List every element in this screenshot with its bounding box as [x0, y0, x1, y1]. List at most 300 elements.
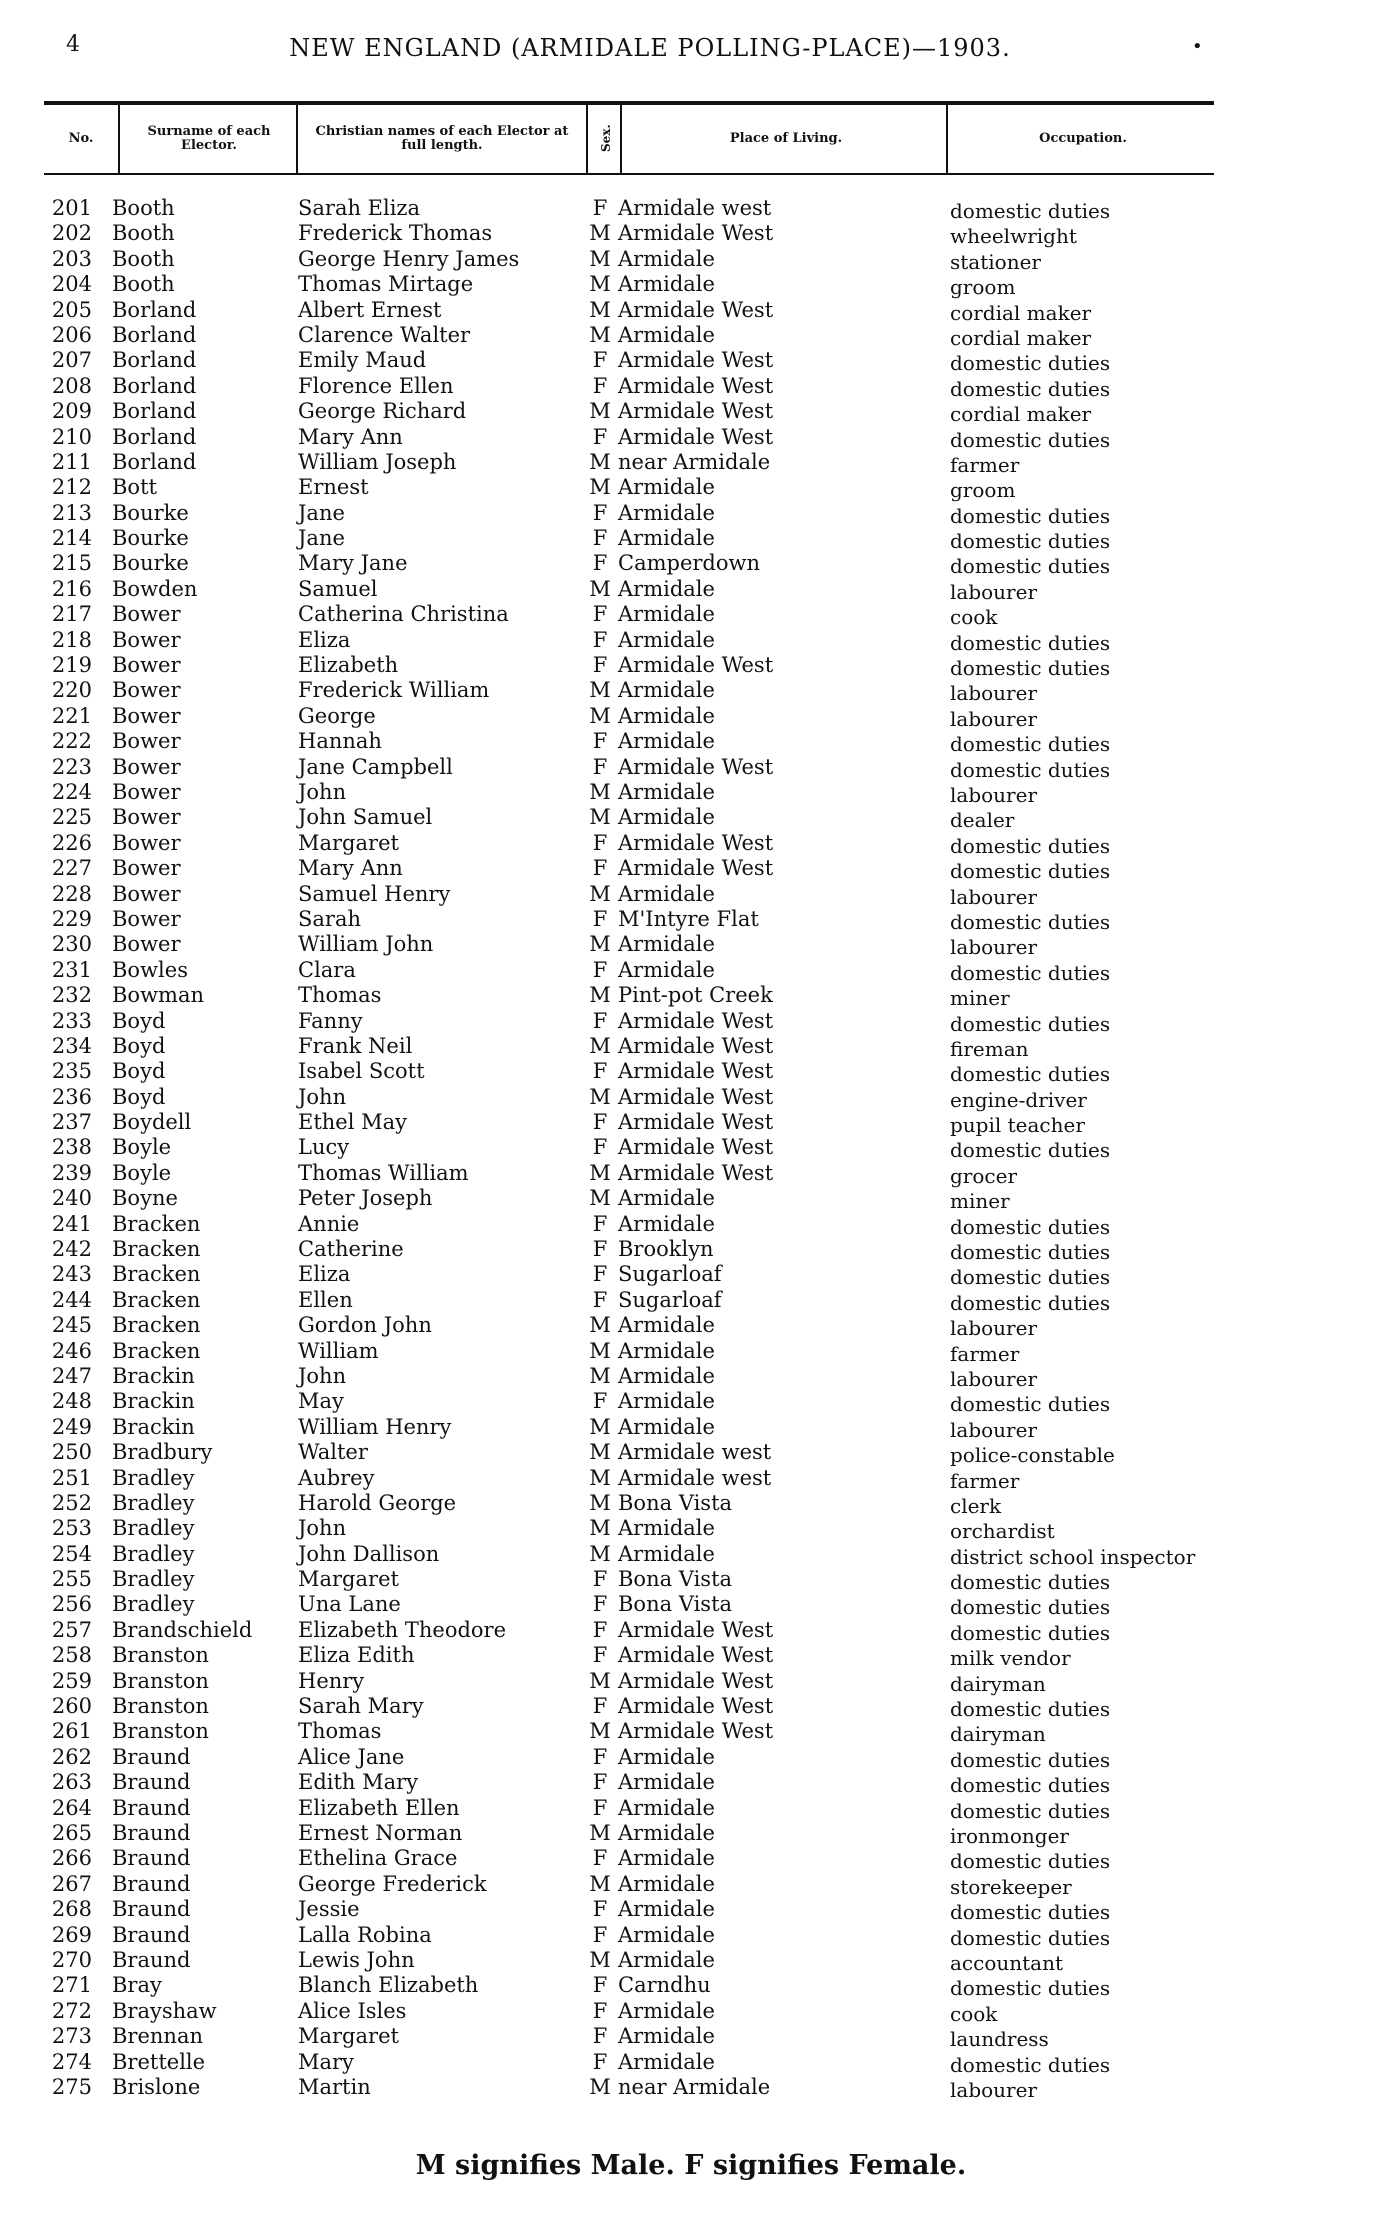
- elector-place-of-living: Armidale: [618, 602, 715, 627]
- elector-surname: Bower: [112, 703, 181, 728]
- elector-occupation: pupil teacher: [950, 1113, 1085, 1138]
- elector-sex: M: [589, 1821, 611, 1845]
- elector-surname: Bradley: [112, 1516, 195, 1541]
- elector-place-of-living: Bona Vista: [618, 1592, 733, 1617]
- elector-christian-names: Elizabeth Theodore: [298, 1617, 507, 1642]
- elector-christian-names: Una Lane: [298, 1592, 401, 1617]
- elector-number: 262: [51, 1744, 92, 1769]
- table-row: [0, 475, 1382, 503]
- elector-place-of-living: Armidale: [618, 1541, 715, 1566]
- elector-sex: F: [592, 1389, 608, 1414]
- elector-christian-names: Catherine: [298, 1237, 404, 1262]
- elector-number: 231: [51, 957, 92, 982]
- elector-occupation: domestic duties: [950, 1062, 1111, 1087]
- elector-number: 202: [51, 221, 92, 246]
- elector-occupation: domestic duties: [950, 1290, 1111, 1315]
- elector-number: 250: [51, 1440, 92, 1465]
- table-row: [0, 551, 1382, 579]
- elector-sex: F: [592, 1262, 608, 1287]
- table-row: [0, 1440, 1382, 1468]
- elector-number: 211: [51, 449, 92, 474]
- elector-number: 223: [51, 754, 92, 779]
- elector-occupation: domestic duties: [950, 909, 1111, 934]
- elector-occupation: cordial maker: [950, 300, 1092, 325]
- elector-occupation: engine-driver: [950, 1087, 1087, 1112]
- elector-occupation: dealer: [950, 808, 1015, 833]
- elector-occupation: fireman: [950, 1036, 1029, 1061]
- table-row: [0, 1135, 1382, 1163]
- elector-number: 207: [51, 348, 92, 373]
- elector-number: 264: [51, 1795, 92, 1820]
- table-row: [0, 1262, 1382, 1290]
- elector-sex: M: [589, 1465, 611, 1490]
- elector-surname: Bower: [112, 830, 181, 855]
- elector-number: 209: [51, 399, 92, 424]
- table-row: [0, 805, 1382, 833]
- elector-sex: F: [592, 1059, 608, 1084]
- elector-sex: M: [589, 678, 611, 703]
- elector-surname: Bracken: [112, 1211, 201, 1236]
- elector-number: 273: [51, 2024, 92, 2049]
- elector-occupation: domestic duties: [950, 529, 1111, 554]
- elector-surname: Bradley: [112, 1592, 195, 1617]
- elector-sex: F: [592, 196, 608, 220]
- elector-occupation: domestic duties: [950, 376, 1111, 401]
- elector-number: 205: [51, 297, 92, 322]
- elector-occupation: dairyman: [950, 1722, 1046, 1747]
- elector-number: 245: [51, 1313, 92, 1338]
- elector-number: 237: [51, 1110, 92, 1135]
- elector-sex: M: [589, 449, 611, 474]
- elector-sex: M: [589, 297, 611, 322]
- elector-sex: M: [589, 881, 611, 906]
- elector-place-of-living: Armidale West: [618, 754, 774, 779]
- table-row: [0, 1491, 1382, 1516]
- elector-occupation: cook: [950, 2001, 998, 2026]
- elector-place-of-living: Armidale: [618, 779, 715, 804]
- elector-place-of-living: Armidale: [618, 805, 715, 830]
- elector-sex: M: [589, 1186, 611, 1211]
- elector-christian-names: John: [298, 1363, 347, 1388]
- elector-sex: M: [589, 1160, 611, 1185]
- elector-occupation: cordial maker: [950, 325, 1092, 350]
- elector-place-of-living: Armidale West: [618, 221, 774, 246]
- table-row: [0, 1313, 1382, 1341]
- elector-occupation: farmer: [950, 452, 1020, 477]
- elector-number: 247: [51, 1363, 92, 1388]
- elector-christian-names: Henry: [298, 1668, 365, 1693]
- elector-christian-names: Aubrey: [298, 1465, 375, 1490]
- elector-number: 218: [51, 627, 92, 652]
- elector-sex: F: [592, 1643, 608, 1668]
- elector-sex: F: [592, 1973, 608, 1998]
- table-row: [0, 2024, 1382, 2052]
- elector-place-of-living: Armidale West: [618, 1668, 774, 1693]
- elector-number: 259: [51, 1668, 92, 1693]
- table-row: [0, 374, 1382, 399]
- elector-number: 248: [51, 1389, 92, 1414]
- elector-occupation: wheelwright: [950, 224, 1077, 249]
- elector-place-of-living: Armidale: [618, 1363, 715, 1388]
- elector-number: 254: [51, 1541, 92, 1566]
- table-row: [0, 348, 1382, 376]
- elector-place-of-living: Armidale: [618, 678, 715, 703]
- elector-place-of-living: Armidale: [618, 500, 715, 525]
- elector-place-of-living: Armidale West: [618, 1160, 774, 1185]
- elector-sex: F: [592, 1846, 608, 1871]
- elector-place-of-living: Armidale: [618, 1770, 715, 1795]
- elector-place-of-living: Pint-pot Creek: [618, 983, 773, 1008]
- elector-sex: M: [589, 576, 611, 601]
- elector-christian-names: Thomas William: [298, 1160, 469, 1185]
- elector-number: 265: [51, 1821, 92, 1845]
- elector-number: 232: [51, 983, 92, 1008]
- elector-number: 233: [51, 1008, 92, 1033]
- elector-sex: F: [592, 1211, 608, 1236]
- elector-place-of-living: Armidale West: [618, 1694, 774, 1719]
- elector-sex: F: [592, 1287, 608, 1312]
- elector-christian-names: Thomas: [298, 983, 382, 1008]
- table-row: [0, 1516, 1382, 1544]
- elector-sex: M: [589, 1440, 611, 1465]
- elector-occupation: accountant: [950, 1950, 1064, 1975]
- elector-place-of-living: Armidale West: [618, 1059, 774, 1084]
- elector-place-of-living: near Armidale: [618, 449, 771, 474]
- elector-sex: F: [592, 526, 608, 551]
- elector-surname: Bracken: [112, 1338, 201, 1363]
- table-row: [0, 1059, 1382, 1087]
- table-row: [0, 1110, 1382, 1138]
- elector-occupation: domestic duties: [950, 427, 1111, 452]
- elector-occupation: domestic duties: [950, 732, 1111, 757]
- elector-place-of-living: Armidale: [618, 703, 715, 728]
- elector-sex: F: [592, 1008, 608, 1033]
- elector-number: 255: [51, 1567, 92, 1592]
- elector-christian-names: Frederick William: [298, 678, 490, 703]
- column-separator: [620, 104, 622, 174]
- elector-number: 260: [51, 1694, 92, 1719]
- elector-occupation: domestic duties: [950, 1138, 1111, 1163]
- elector-christian-names: Margaret: [298, 2024, 399, 2049]
- elector-sex: M: [589, 1363, 611, 1388]
- elector-sex: M: [589, 1947, 611, 1972]
- elector-sex: M: [589, 221, 611, 246]
- elector-place-of-living: Armidale: [618, 1211, 715, 1236]
- elector-surname: Brettelle: [112, 2049, 206, 2074]
- table-row: [0, 780, 1382, 805]
- elector-christian-names: Jane: [298, 526, 345, 551]
- table-row: [0, 1872, 1382, 1897]
- elector-place-of-living: Armidale: [618, 1744, 715, 1769]
- elector-number: 225: [51, 805, 92, 830]
- elector-surname: Booth: [112, 246, 175, 271]
- table-row: [0, 2050, 1382, 2075]
- elector-occupation: dairyman: [950, 1671, 1046, 1696]
- elector-christian-names: Eliza: [298, 1262, 351, 1287]
- elector-number: 224: [51, 779, 92, 804]
- elector-surname: Bower: [112, 653, 181, 678]
- table-row: [0, 221, 1382, 249]
- elector-surname: Bower: [112, 805, 181, 830]
- elector-number: 257: [51, 1617, 92, 1642]
- elector-place-of-living: Armidale West: [618, 1643, 774, 1668]
- elector-number: 201: [51, 196, 92, 220]
- elector-christian-names: Sarah: [298, 906, 361, 931]
- table-row: [0, 1237, 1382, 1265]
- elector-occupation: domestic duties: [950, 1697, 1111, 1722]
- elector-number: 243: [51, 1262, 92, 1287]
- elector-surname: Bradley: [112, 1490, 195, 1515]
- elector-number: 234: [51, 1033, 92, 1058]
- elector-christian-names: Frederick Thomas: [298, 221, 493, 246]
- table-row: [0, 856, 1382, 884]
- elector-place-of-living: Armidale: [618, 1998, 715, 2023]
- elector-occupation: domestic duties: [950, 757, 1111, 782]
- elector-surname: Bower: [112, 602, 181, 627]
- elector-occupation: domestic duties: [950, 656, 1111, 681]
- elector-surname: Braund: [112, 1947, 191, 1972]
- elector-christian-names: George Henry James: [298, 246, 520, 271]
- header-rule-top: [44, 101, 1214, 105]
- column-separator: [296, 104, 298, 174]
- elector-christian-names: Elizabeth Ellen: [298, 1795, 460, 1820]
- table-row: [0, 1745, 1382, 1770]
- elector-sex: M: [589, 2074, 611, 2099]
- elector-surname: Borland: [112, 399, 197, 424]
- elector-occupation: domestic duties: [950, 199, 1111, 223]
- table-row: [0, 755, 1382, 780]
- elector-christian-names: Ernest: [298, 475, 369, 500]
- elector-number: 230: [51, 932, 92, 957]
- table-row: [0, 1719, 1382, 1747]
- elector-sex: F: [592, 1897, 608, 1922]
- elector-surname: Bower: [112, 678, 181, 703]
- elector-place-of-living: Armidale: [618, 2024, 715, 2049]
- elector-place-of-living: near Armidale: [618, 2074, 771, 2099]
- elector-surname: Bower: [112, 906, 181, 931]
- elector-surname: Bowles: [112, 957, 188, 982]
- elector-number: 204: [51, 272, 92, 297]
- table-row: [0, 1999, 1382, 2024]
- elector-christian-names: Catherina Christina: [298, 602, 509, 627]
- elector-christian-names: John: [298, 779, 347, 804]
- table-row: [0, 1643, 1382, 1671]
- table-row: [0, 1415, 1382, 1440]
- table-row: [0, 1796, 1382, 1821]
- elector-christian-names: Margaret: [298, 1567, 399, 1592]
- elector-sex: F: [592, 1998, 608, 2023]
- elector-sex: F: [592, 2024, 608, 2049]
- elector-place-of-living: Armidale west: [618, 1440, 772, 1465]
- elector-surname: Brislone: [112, 2074, 201, 2099]
- elector-occupation: clerk: [950, 1493, 1002, 1518]
- elector-surname: Bowman: [112, 983, 205, 1008]
- elector-sex: F: [592, 602, 608, 627]
- elector-surname: Bradley: [112, 1541, 195, 1566]
- elector-occupation: domestic duties: [950, 1265, 1111, 1290]
- table-row: [0, 983, 1382, 1011]
- elector-christian-names: Margaret: [298, 830, 399, 855]
- elector-occupation: domestic duties: [950, 960, 1111, 985]
- table-row: [0, 1923, 1382, 1948]
- elector-surname: Boyne: [112, 1186, 178, 1211]
- elector-surname: Booth: [112, 272, 175, 297]
- table-row: [0, 323, 1382, 348]
- elector-christian-names: Ethel May: [298, 1110, 407, 1135]
- elector-christian-names: Jessie: [298, 1897, 360, 1922]
- elector-place-of-living: Bona Vista: [618, 1490, 733, 1515]
- elector-occupation: farmer: [950, 1341, 1020, 1366]
- elector-surname: Brackin: [112, 1389, 195, 1414]
- elector-christian-names: Lalla Robina: [298, 1922, 432, 1947]
- elector-surname: Braund: [112, 1795, 191, 1820]
- elector-sex: F: [592, 500, 608, 525]
- elector-occupation: domestic duties: [950, 1925, 1111, 1950]
- elector-number: 235: [51, 1059, 92, 1084]
- elector-number: 256: [51, 1592, 92, 1617]
- elector-number: 212: [51, 475, 92, 500]
- column-separator: [946, 104, 948, 174]
- elector-christian-names: Mary: [298, 2049, 354, 2074]
- table-row: [0, 1186, 1382, 1214]
- elector-place-of-living: Armidale: [618, 1186, 715, 1211]
- elector-surname: Bourke: [112, 551, 189, 576]
- table-row: [0, 1618, 1382, 1643]
- elector-place-of-living: Armidale West: [618, 399, 774, 424]
- column-header-christian: Christian names of each Elector at full length.: [315, 124, 569, 153]
- table-row: [0, 678, 1382, 706]
- elector-number: 215: [51, 551, 92, 576]
- elector-occupation: milk vendor: [950, 1646, 1071, 1671]
- elector-rows: [0, 196, 1382, 2100]
- elector-surname: Bourke: [112, 526, 189, 551]
- elector-occupation: domestic duties: [950, 859, 1111, 884]
- table-row: [0, 1034, 1382, 1059]
- elector-christian-names: Eliza Edith: [298, 1643, 415, 1668]
- elector-surname: Bower: [112, 627, 181, 652]
- elector-sex: F: [592, 1135, 608, 1160]
- elector-number: 210: [51, 424, 92, 449]
- elector-christian-names: John Samuel: [298, 805, 433, 830]
- elector-occupation: domestic duties: [950, 1392, 1111, 1417]
- elector-christian-names: Elizabeth: [298, 653, 399, 678]
- elector-occupation: domestic duties: [950, 503, 1111, 528]
- elector-place-of-living: Armidale West: [618, 653, 774, 678]
- elector-sex: F: [592, 830, 608, 855]
- table-row: [0, 907, 1382, 932]
- table-row: [0, 526, 1382, 554]
- elector-surname: Bourke: [112, 500, 189, 525]
- elector-surname: Braund: [112, 1744, 191, 1769]
- elector-occupation: domestic duties: [950, 1900, 1111, 1925]
- elector-number: 258: [51, 1643, 92, 1668]
- table-row: [0, 1846, 1382, 1874]
- elector-occupation: police-constable: [950, 1443, 1115, 1468]
- elector-surname: Brennan: [112, 2024, 203, 2049]
- table-row: [0, 1085, 1382, 1110]
- elector-number: 239: [51, 1160, 92, 1185]
- elector-christian-names: Thomas Mirtage: [298, 272, 474, 297]
- elector-number: 208: [51, 373, 92, 398]
- elector-number: 266: [51, 1846, 92, 1871]
- elector-surname: Braund: [112, 1821, 191, 1845]
- elector-place-of-living: Armidale: [618, 576, 715, 601]
- elector-occupation: farmer: [950, 1468, 1020, 1493]
- elector-number: 214: [51, 526, 92, 551]
- elector-occupation: miner: [950, 986, 1010, 1011]
- elector-christian-names: William: [298, 1338, 379, 1363]
- elector-christian-names: Samuel: [298, 576, 378, 601]
- table-row: [0, 577, 1382, 602]
- table-row: [0, 1694, 1382, 1722]
- elector-place-of-living: Armidale West: [618, 1008, 774, 1033]
- elector-sex: F: [592, 957, 608, 982]
- elector-surname: Boyd: [112, 1084, 166, 1109]
- elector-christian-names: John: [298, 1516, 347, 1541]
- column-header-surname: Surname of each Elector.: [147, 124, 271, 153]
- elector-occupation: domestic duties: [950, 833, 1111, 858]
- elector-sex: M: [589, 1084, 611, 1109]
- table-row: [0, 882, 1382, 907]
- elector-occupation: labourer: [950, 1316, 1038, 1341]
- footer-note: M signifies Male. F signifies Female.: [415, 2150, 967, 2181]
- elector-occupation: domestic duties: [950, 1773, 1111, 1798]
- elector-sex: F: [592, 1770, 608, 1795]
- elector-occupation: domestic duties: [950, 630, 1111, 655]
- elector-place-of-living: Armidale: [618, 1897, 715, 1922]
- elector-place-of-living: Armidale West: [618, 1135, 774, 1160]
- elector-occupation: grocer: [950, 1163, 1018, 1188]
- elector-place-of-living: Armidale West: [618, 348, 774, 373]
- elector-number: 236: [51, 1084, 92, 1109]
- elector-surname: Brackin: [112, 1414, 195, 1439]
- table-row: [0, 602, 1382, 630]
- elector-occupation: labourer: [950, 884, 1038, 909]
- elector-christian-names: George Richard: [298, 399, 467, 424]
- elector-place-of-living: Armidale West: [618, 373, 774, 398]
- elector-surname: Bower: [112, 932, 181, 957]
- elector-christian-names: Mary Ann: [298, 856, 403, 881]
- elector-surname: Boyd: [112, 1008, 166, 1033]
- elector-number: 252: [51, 1490, 92, 1515]
- elector-surname: Branston: [112, 1668, 209, 1693]
- elector-surname: Boyd: [112, 1059, 166, 1084]
- elector-place-of-living: Sugarloaf: [618, 1287, 722, 1312]
- elector-place-of-living: Armidale: [618, 1389, 715, 1414]
- column-separator: [586, 104, 588, 174]
- table-row: [0, 450, 1382, 475]
- elector-place-of-living: Armidale: [618, 526, 715, 551]
- elector-christian-names: Albert Ernest: [298, 297, 442, 322]
- elector-sex: F: [592, 754, 608, 779]
- elector-number: 267: [51, 1871, 92, 1896]
- elector-place-of-living: Armidale: [618, 1821, 715, 1845]
- elector-sex: F: [592, 653, 608, 678]
- elector-place-of-living: Armidale: [618, 1795, 715, 1820]
- elector-number: 246: [51, 1338, 92, 1363]
- elector-number: 222: [51, 729, 92, 754]
- elector-surname: Brackin: [112, 1363, 195, 1388]
- table-row: [0, 704, 1382, 729]
- elector-christian-names: Jane Campbell: [298, 754, 453, 779]
- table-row: [0, 1339, 1382, 1364]
- table-row: [0, 298, 1382, 323]
- elector-place-of-living: Armidale West: [618, 424, 774, 449]
- elector-place-of-living: Armidale: [618, 475, 715, 500]
- elector-surname: Bott: [112, 475, 157, 500]
- elector-sex: M: [589, 703, 611, 728]
- elector-occupation: labourer: [950, 2077, 1038, 2102]
